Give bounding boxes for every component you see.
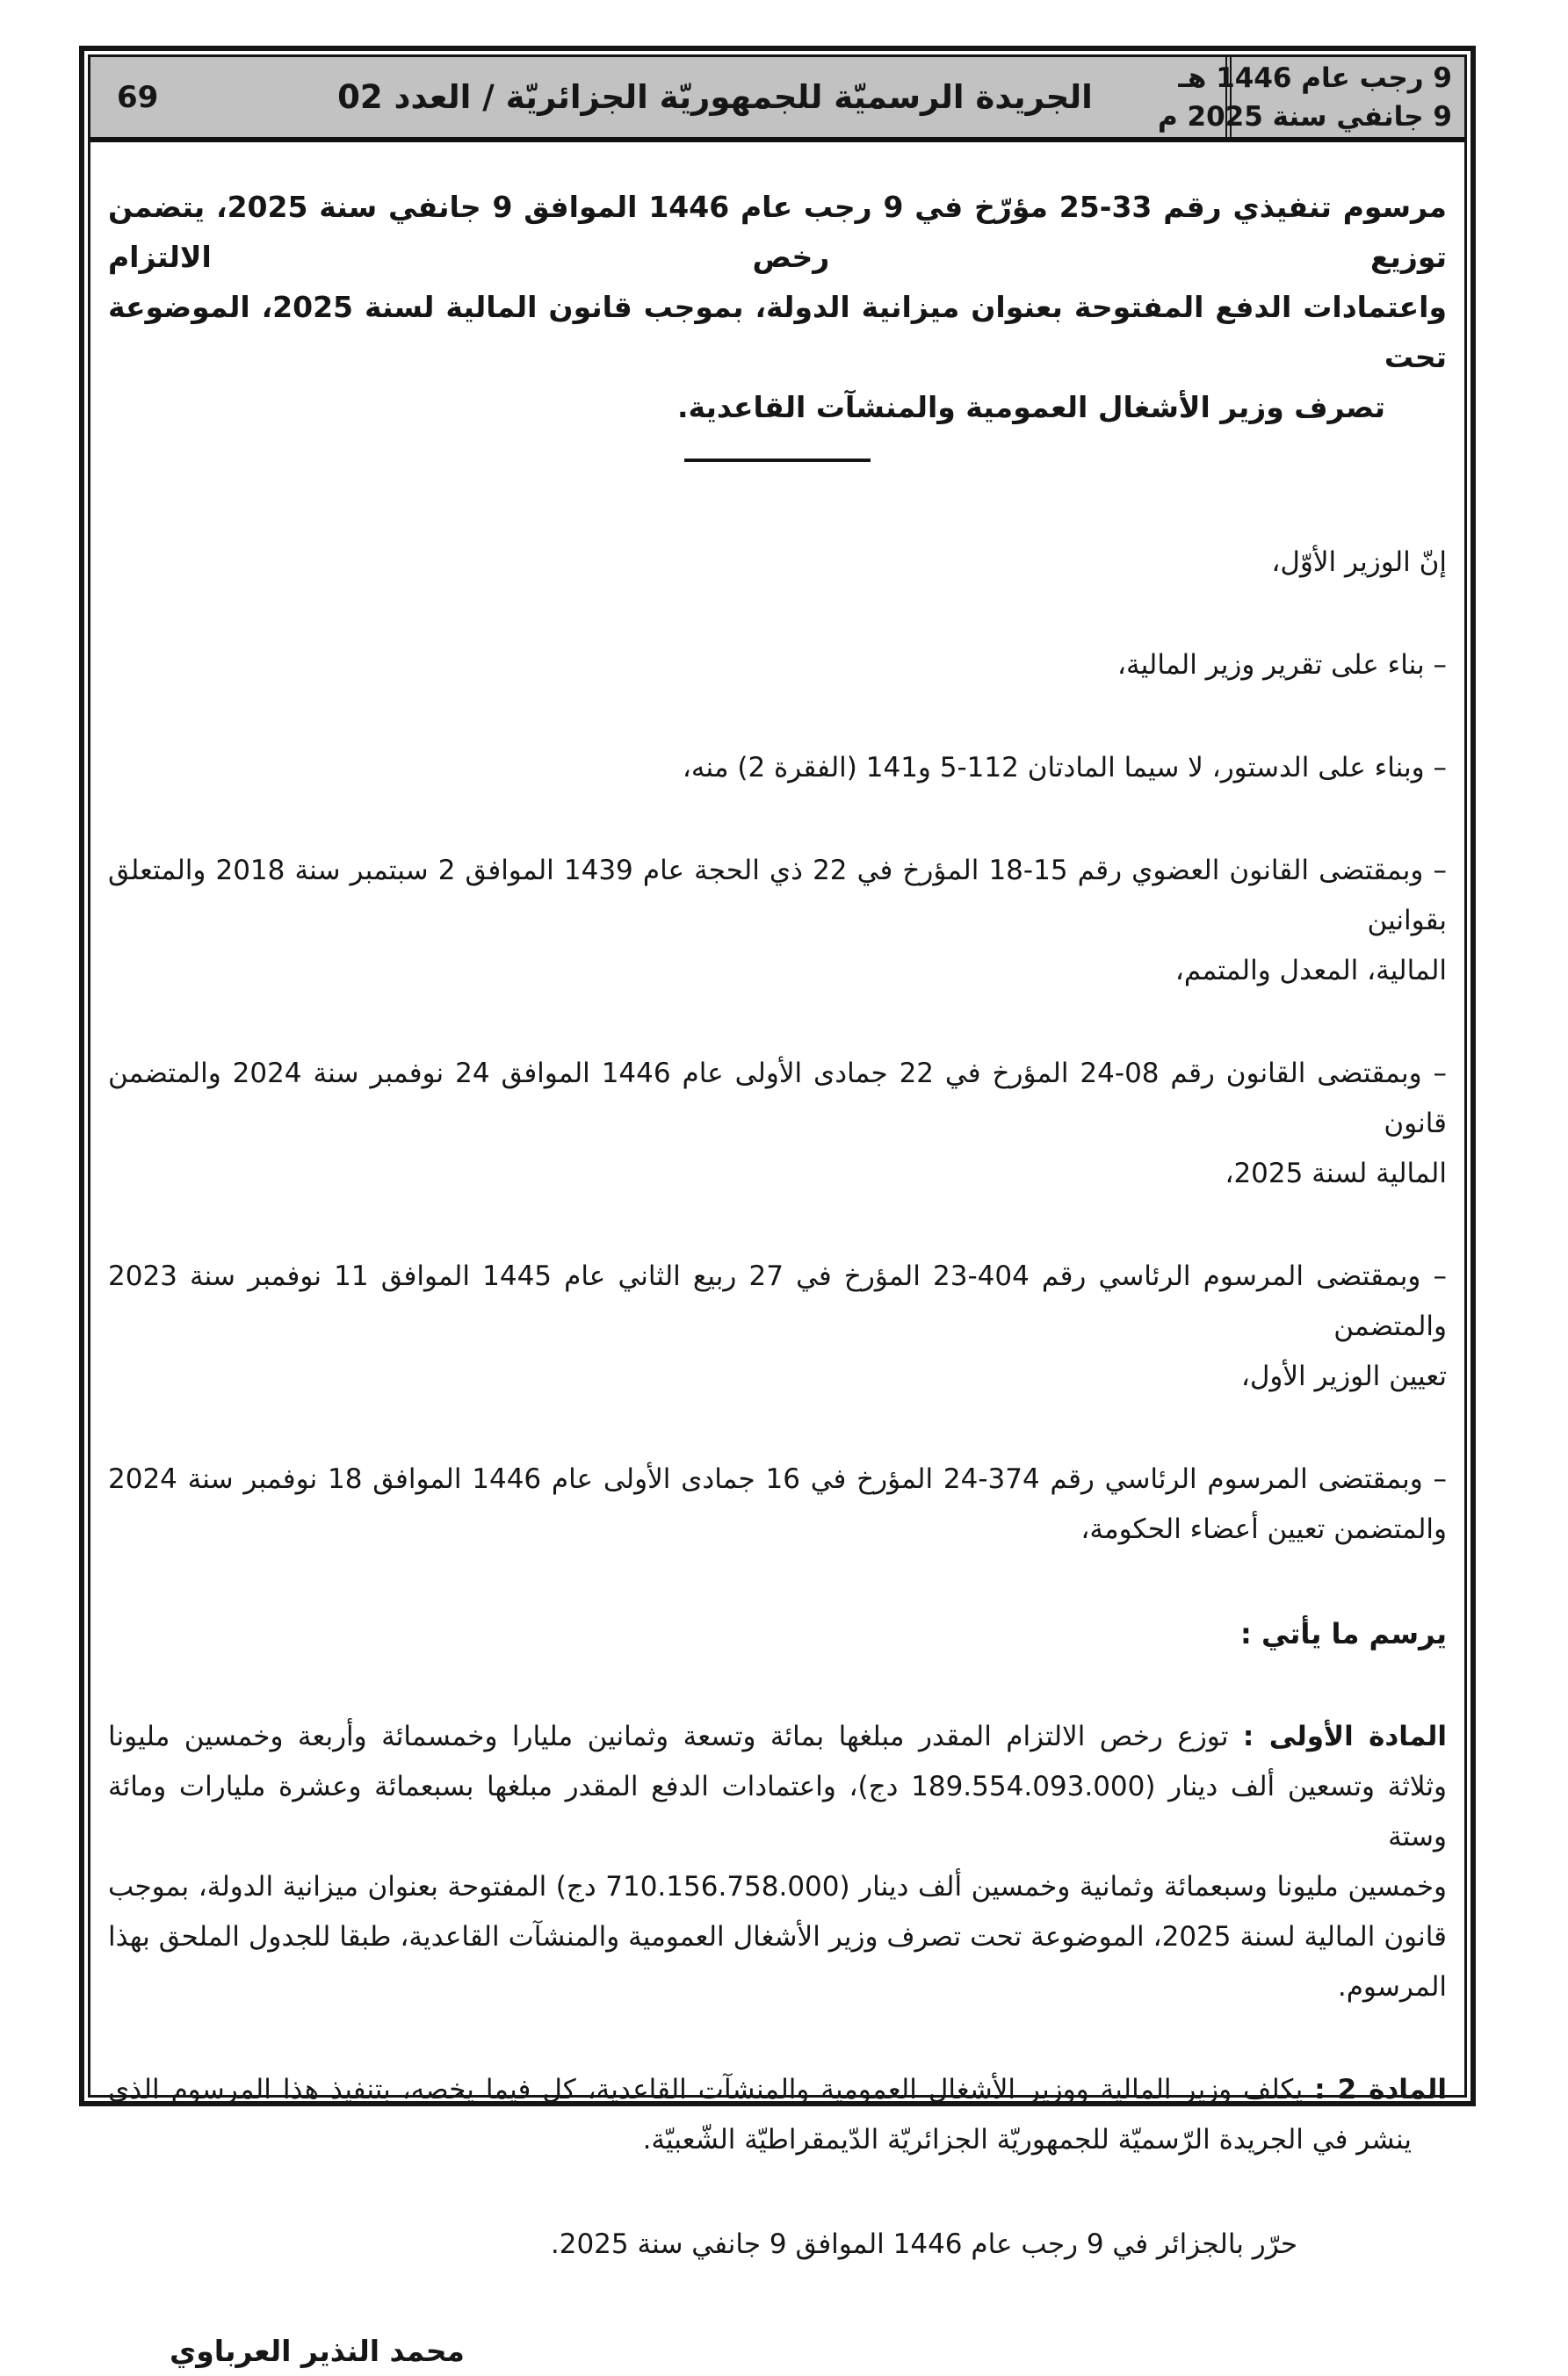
journal-header — [90, 57, 1464, 142]
article-line — [108, 1712, 1447, 1762]
consideration-item — [108, 1049, 1447, 1199]
page-frame — [88, 54, 1467, 2368]
decree-title — [108, 182, 1447, 432]
decree-title-line: واعتمادات الدفع المفتوحة بعنوان ميزانية الدولة، بموجب قانون المالية لسنة 2025، الموضوعة تحت — [108, 290, 1447, 374]
gregorian-date: 9 جانفي سنة 2025 م — [1158, 100, 1452, 133]
consideration-line: – وبمقتضى القانون رقم 08-24 المؤرخ في 22 جمادى الأولى عام 1446 الموافق 24 نوفمبر سنة 2024 والمتضمن قانون — [108, 1058, 1447, 1139]
article-lead: المادة 2 : — [1314, 2074, 1447, 2105]
title-divider — [684, 459, 871, 462]
article-line: وخمسين مليونا وسبعمائة وثمانية وخمسين ألف دينار (710.156.758.000 دج) المفتوحة بعنوان ميزانية الدولة، بموجب — [108, 1871, 1447, 1903]
preamble-opening: إنّ الوزير الأوّل، — [1271, 546, 1447, 578]
consideration-line: والمتضمن تعيين أعضاء الحكومة، — [1080, 1513, 1447, 1545]
consideration-line: – وبمقتضى القانون العضوي رقم 15-18 المؤرخ في 22 ذي الحجة عام 1439 الموافق 2 سبتمبر سنة 2018 والمتعلق بقوانين — [108, 855, 1447, 936]
signatory-name: محمد النذير العرباوي — [170, 2334, 465, 2368]
article-text: يكلف وزير المالية ووزير الأشغال العمومية والمنشآت القاعدية، كل فيما يخصه، بتنفيذ هذا المرسوم الذي — [108, 2074, 1304, 2105]
consideration-line: – وبناء على الدستور، لا سيما المادتان 112-5 و141 (الفقرة 2) منه، — [682, 752, 1447, 784]
decree-title-line: تصرف وزير الأشغال العمومية والمنشآت القاعدية. — [676, 390, 1385, 424]
consideration-line: – بناء على تقرير وزير المالية، — [1116, 649, 1447, 681]
article-line: قانون المالية لسنة 2025، الموضوعة تحت تصرف وزير الأشغال العمومية والمنشآت القاعدية، طبقا للجدول الملحق بهذا — [108, 1921, 1447, 1953]
issuance-line: حرّر بالجزائر في 9 رجب عام 1446 الموافق 9 جانفي سنة 2025. — [550, 2228, 1297, 2260]
article-two — [108, 2065, 1447, 2165]
consideration-line: تعيين الوزير الأول، — [1240, 1361, 1447, 1392]
article-one — [108, 1712, 1447, 2012]
consideration-item — [108, 743, 1447, 793]
article-line — [108, 2065, 1447, 2115]
consideration-line: المالية، المعدل والمتمم، — [1174, 955, 1447, 986]
header-dates — [1158, 57, 1464, 137]
decree-body — [90, 142, 1464, 2376]
decree-title-line: مرسوم تنفيذي رقم 33-25 مؤرّخ في 9 رجب عام 1446 الموافق 9 جانفي سنة 2025، يتضمن توزيع رخص الالتزام — [108, 190, 1447, 274]
consideration-item — [108, 1455, 1447, 1555]
consideration-line: – وبمقتضى المرسوم الرئاسي رقم 374-24 المؤرخ في 16 جمادى الأولى عام 1446 الموافق 18 نوفمبر سنة 2024 — [108, 1463, 1447, 1495]
enactment-clause: يرسم ما يأتي : — [1240, 1617, 1447, 1650]
article-line: وثلاثة وتسعين ألف دينار (189.554.093.000 دج)، واعتمادات الدفع المقدر مبلغها بسبعمائة وعشرة مليارات ومائة وستة — [108, 1771, 1447, 1852]
article-text: توزع رخص الالتزام المقدر مبلغها بمائة وتسعة وثمانين مليارا وخمسمائة وأربعة وخمسين مليونا — [108, 1721, 1229, 1752]
consideration-item — [108, 640, 1447, 690]
consideration-item — [108, 846, 1447, 996]
consideration-item — [108, 1252, 1447, 1402]
article-lead: المادة الأولى : — [1242, 1721, 1447, 1752]
consideration-line: المالية لسنة 2025، — [1225, 1158, 1447, 1189]
article-line: المرسوم. — [1337, 1971, 1447, 2003]
consideration-line: – وبمقتضى المرسوم الرئاسي رقم 404-23 المؤرخ في 27 ربيع الثاني عام 1445 الموافق 11 نوفمبر سنة 2023 والمتضمن — [108, 1260, 1447, 1342]
hijri-date: 9 رجب عام 1446 هـ — [1178, 61, 1452, 94]
page-number: 69 — [117, 79, 159, 115]
journal-title: الجريدة الرسميّة للجمهوريّة الجزائريّة / العدد 02 — [337, 78, 1093, 116]
article-line: ينشر في الجريدة الرّسميّة للجمهوريّة الجزائريّة الدّيمقراطيّة الشّعبيّة. — [642, 2124, 1412, 2156]
